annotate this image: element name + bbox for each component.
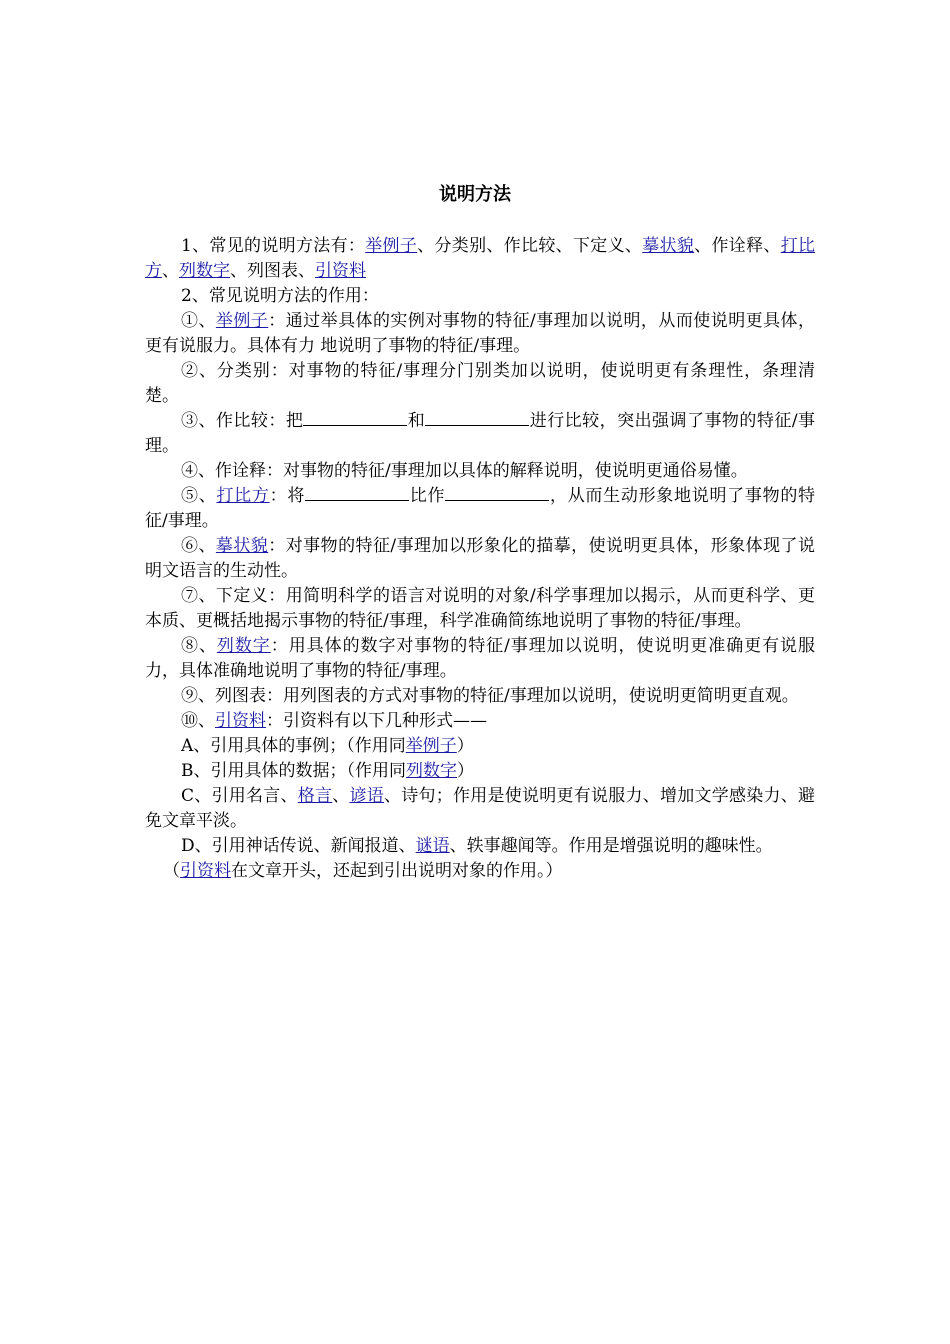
methods-text: 、分类别、作比较、下定义、	[417, 236, 643, 256]
link-yin-zi-liao[interactable]: 引资料	[180, 861, 231, 881]
item-5	[145, 484, 815, 534]
item-1	[145, 309, 815, 359]
item-text: 、诗句；作用是使说明更有说服力、增加文学感染力、避免文章平淡。	[145, 786, 816, 831]
link-mo-zhuang-mao[interactable]: 摹状貌	[642, 236, 695, 256]
methods-prefix: 1、常见的说明方法有：	[181, 236, 366, 256]
item-text: 比作	[409, 486, 446, 506]
item-number: ⑩、	[181, 711, 215, 731]
link-ju-li-zi[interactable]: 举例子	[405, 736, 457, 756]
item-text: C、引用名言、	[181, 786, 298, 806]
methods-text: 、	[162, 261, 179, 281]
link-lie-shu-zi[interactable]: 列数字	[216, 636, 271, 656]
item-text: ：将	[269, 486, 306, 506]
item-text: 进行比较，突出强调了事物的特征/事理。	[145, 411, 816, 456]
link-yin-zi-liao[interactable]: 引资料	[315, 261, 366, 281]
link-yan-yu[interactable]: 谚语	[349, 786, 385, 806]
fill-blank	[445, 484, 549, 501]
link-yin-zi-liao[interactable]: 引资料	[215, 711, 266, 731]
item-number: ⑤、	[181, 486, 217, 506]
paragraph-functions-heading: 2、常见说明方法的作用：	[181, 286, 379, 306]
item-text: ：引资料有以下几种形式——	[266, 711, 487, 731]
item-number: ①、	[181, 311, 216, 331]
item-text: ，从而生动形象地说明了事物的特征/事理。	[145, 486, 816, 531]
paragraph-methods-list	[145, 234, 815, 284]
page-title: 说明方法	[439, 184, 511, 205]
fill-blank	[425, 409, 529, 426]
item-text: 和	[407, 411, 426, 431]
item-text: 、轶事趣闻等。作用是增强说明的趣味性。	[449, 836, 773, 856]
item-text: 、	[332, 786, 350, 806]
methods-text: 、作诠释、	[694, 236, 781, 256]
item-text: D、引用神话传说、新闻报道、	[181, 836, 416, 856]
link-lie-shu-zi[interactable]: 列数字	[406, 761, 457, 781]
link-ju-li-zi[interactable]: 举例子	[215, 311, 269, 331]
item-3	[145, 409, 815, 459]
item-text: ：用具体的数字对事物的特征/事理加以说明，使说明更准确更有说服力，具体准确地说明了事物的特征/事理。	[145, 636, 816, 681]
item-8	[145, 634, 815, 684]
item-10	[145, 709, 815, 734]
item-text: ：对事物的特征/事理加以形象化的描摹，使说明更具体，形象体现了说明文语言的生动性。	[145, 536, 815, 581]
item-6	[145, 534, 815, 584]
sub-item-b	[145, 759, 815, 784]
link-da-bi-fang[interactable]: 打比方	[216, 486, 270, 506]
link-mi-yu[interactable]: 谜语	[415, 836, 450, 856]
link-lie-shu-zi[interactable]: 列数字	[179, 261, 230, 281]
item-text: B、引用具体的数据；（作用同	[181, 761, 406, 781]
methods-text: 、列图表、	[230, 261, 315, 281]
sub-item-a	[145, 734, 815, 759]
link-da-bi-fang[interactable]: 打比方	[145, 236, 816, 281]
item-2: ②、分类别：对事物的特征/事理分门别类加以说明，使说明更有条理性，条理清楚。	[145, 361, 815, 406]
link-mo-zhuang-mao[interactable]: 摹状貌	[215, 536, 269, 556]
fill-blank	[303, 409, 407, 426]
item-number: ⑥、	[181, 536, 216, 556]
item-number: ⑧、	[181, 636, 217, 656]
note	[145, 859, 815, 884]
sub-item-d	[145, 834, 815, 859]
item-9: ⑨、列图表：用列图表的方式对事物的特征/事理加以说明，使说明更简明更直观。	[181, 686, 799, 706]
item-text: ：通过举具体的实例对事物的特征/事理加以说明，从而使说明更具体，更有说服力。具体有力 地说明了事物的特征/事理。	[145, 311, 815, 356]
item-text: （	[163, 861, 180, 881]
document-body	[145, 234, 815, 884]
link-ge-yan[interactable]: 格言	[297, 786, 333, 806]
item-text: A、引用具体的事例；（作用同	[181, 736, 406, 756]
link-ju-li-zi[interactable]: 举例子	[365, 236, 418, 256]
item-4: ④、作诠释：对事物的特征/事理加以具体的解释说明，使说明更通俗易懂。	[181, 461, 748, 481]
fill-blank	[305, 484, 409, 501]
item-text: ）	[457, 761, 474, 781]
item-7: ⑦、下定义：用简明科学的语言对说明的对象/科学事理加以揭示，从而更科学、更本质、更概括地揭示事物的特征/事理，科学准确简练地说明了事物的特征/事理。	[145, 586, 815, 631]
item-text: ）	[456, 736, 474, 756]
item-text: ③、作比较：把	[181, 411, 304, 431]
item-text: 在文章开头，还起到引出说明对象的作用。）	[231, 861, 563, 881]
sub-item-c	[145, 784, 815, 834]
